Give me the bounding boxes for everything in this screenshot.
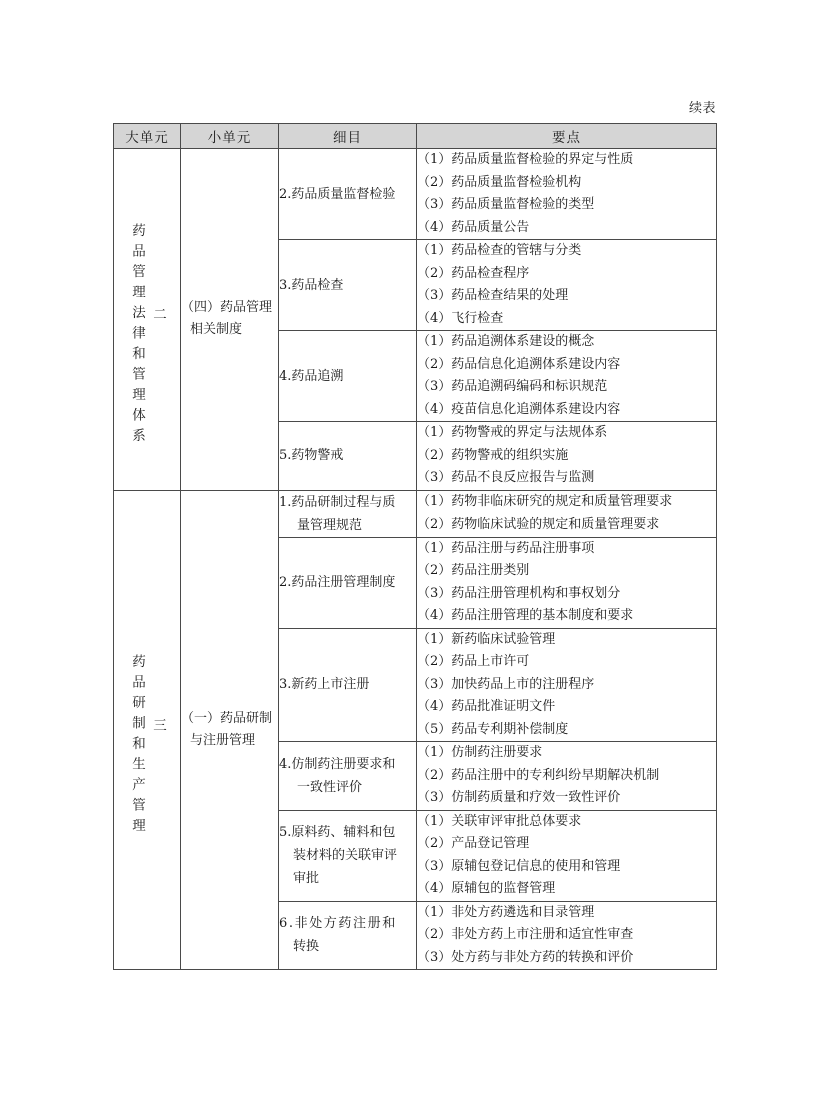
point-item: （2）非处方药上市注册和适宜性审查 — [417, 927, 634, 942]
point-item: （2）产品登记管理 — [417, 836, 530, 851]
detail-line: 1.药品研制过程与质 — [279, 494, 396, 510]
detail-line: 3.药品检查 — [279, 277, 344, 293]
detail-line: 审批 — [293, 871, 320, 886]
detail-cell — [279, 742, 417, 811]
point-item: （2）药品注册类别 — [417, 563, 530, 578]
points-cell — [417, 628, 717, 742]
big-unit-vertical-text — [126, 186, 168, 449]
detail-line: 转换 — [293, 939, 320, 955]
point-item: （4）疫苗信息化追溯体系建设内容 — [417, 401, 621, 417]
detail-line: 3.新药上市注册 — [279, 677, 370, 693]
point-item: （2）药物临床试验的规定和质量管理要求 — [417, 516, 660, 532]
detail-line: 一致性评价 — [297, 779, 363, 795]
point-item: （3）药品追溯码编码和标识规范 — [417, 379, 608, 394]
point-item: （1）药物非临床研究的规定和质量管理要求 — [417, 494, 673, 509]
detail-line: 5.药物警戒 — [279, 448, 344, 464]
detail-cell — [279, 422, 417, 491]
detail-cell — [279, 331, 417, 422]
point-item: （2）药品质量监督检验机构 — [417, 174, 582, 190]
detail-line: 2.药品注册管理制度 — [279, 575, 396, 590]
point-item: （1）药品质量监督检验的界定与性质 — [417, 152, 634, 167]
point-item: （4）飞行检查 — [417, 310, 504, 326]
point-item: （1）药品追溯体系建设的概念 — [417, 334, 595, 349]
detail-cell — [279, 628, 417, 742]
point-item: （1）药品注册与药品注册事项 — [417, 540, 595, 556]
point-item: （3）加快药品上市的注册程序 — [417, 676, 595, 692]
points-cell — [417, 422, 717, 491]
big-unit-name: 药品管理法律和管理体系 — [129, 223, 145, 449]
point-item: （2）药品上市许可 — [417, 654, 530, 669]
points-cell — [417, 810, 717, 901]
point-item: （3）药品质量监督检验的类型 — [417, 197, 595, 212]
point-item: （1）药物警戒的界定与法规体系 — [417, 425, 608, 440]
point-item: （2）药物警戒的组织实施 — [417, 447, 569, 463]
big-unit-number: 三 — [150, 717, 166, 738]
points-cell — [417, 490, 717, 537]
point-item: （4）原辅包的监督管理 — [417, 881, 556, 896]
column-header-big-unit: 大单元 — [114, 124, 181, 149]
detail-line: 4.药品追溯 — [279, 368, 344, 384]
points-cell — [417, 901, 717, 970]
points-cell — [417, 149, 717, 240]
point-item: （3）仿制药质量和疗效一致性评价 — [417, 790, 621, 805]
continued-table-label: 续表 — [688, 101, 716, 116]
detail-line: 2.药品质量监督检验 — [279, 186, 396, 202]
detail-cell — [279, 490, 417, 537]
point-item: （2）药品检查程序 — [417, 265, 530, 281]
detail-line: 6.非处方药注册和 — [279, 916, 397, 932]
table-header-row — [114, 124, 717, 149]
big-unit-cell — [114, 490, 181, 970]
point-item: （3）药品注册管理机构和事权划分 — [417, 585, 621, 601]
point-item: （5）药品专利期补偿制度 — [417, 721, 569, 737]
sub-unit-line-1: （一）药品研制 — [181, 710, 273, 726]
points-cell — [417, 537, 717, 628]
point-item: （1）非处方药遴选和目录管理 — [417, 904, 595, 920]
point-item: （4）药品批准证明文件 — [417, 699, 556, 714]
point-item: （3）药品不良反应报告与监测 — [417, 470, 595, 485]
points-cell — [417, 331, 717, 422]
points-cell — [417, 240, 717, 331]
column-header-points: 要点 — [417, 124, 717, 149]
detail-line: 量管理规范 — [297, 517, 363, 533]
sub-unit-line-2: 相关制度 — [190, 322, 243, 338]
point-item: （2）药品注册中的专利纠纷早期解决机制 — [417, 767, 660, 783]
points-cell — [417, 742, 717, 811]
detail-cell — [279, 240, 417, 331]
table-row — [114, 149, 717, 240]
detail-line: 装材料的关联审评 — [293, 848, 398, 863]
point-item: （1）仿制药注册要求 — [417, 745, 543, 760]
syllabus-table — [113, 123, 717, 970]
big-unit-number: 二 — [150, 307, 166, 328]
point-item: （1）新药临床试验管理 — [417, 631, 556, 647]
detail-cell — [279, 810, 417, 901]
sub-unit-line-1: （四）药品管理 — [181, 300, 273, 316]
point-item: （4）药品质量公告 — [417, 219, 530, 235]
big-unit-cell — [114, 149, 181, 491]
column-header-sub-unit: 小单元 — [181, 124, 279, 149]
point-item: （4）药品注册管理的基本制度和要求 — [417, 608, 634, 623]
big-unit-vertical-text — [126, 617, 168, 839]
detail-cell — [279, 901, 417, 970]
point-item: （3）药品检查结果的处理 — [417, 288, 569, 303]
point-item: （3）原辅包登记信息的使用和管理 — [417, 858, 621, 874]
point-item: （3）处方药与非处方药的转换和评价 — [417, 949, 634, 965]
sub-unit-line-2: 与注册管理 — [190, 732, 256, 748]
sub-unit-cell — [181, 490, 279, 970]
table-row — [114, 490, 717, 537]
detail-cell — [279, 149, 417, 240]
detail-cell — [279, 537, 417, 628]
point-item: （1）药品检查的管辖与分类 — [417, 243, 582, 258]
sub-unit-cell — [181, 149, 279, 491]
detail-line: 4.仿制药注册要求和 — [279, 756, 396, 772]
point-item: （1）关联审评审批总体要求 — [417, 813, 582, 829]
big-unit-name: 药品研制和生产管理 — [129, 654, 145, 839]
detail-line: 5.原料药、辅料和包 — [279, 825, 396, 840]
point-item: （2）药品信息化追溯体系建设内容 — [417, 356, 621, 372]
column-header-detail: 细目 — [279, 124, 417, 149]
